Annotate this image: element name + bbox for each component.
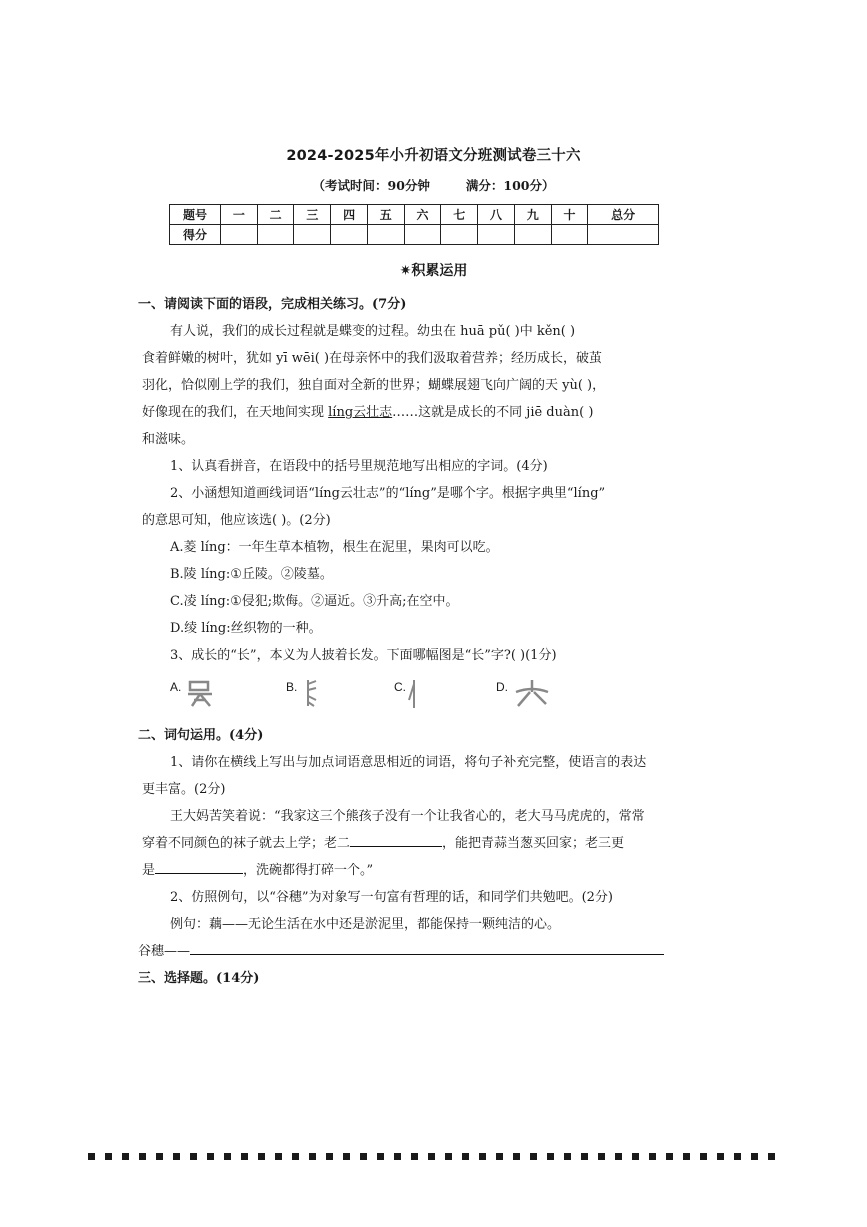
- score-table-col: 十: [551, 205, 588, 225]
- score-table-row-label: 得分: [170, 225, 221, 245]
- sub-question-2-cont: 的意思可知，他应该选( )。(2分): [142, 513, 331, 528]
- score-cell[interactable]: [331, 225, 368, 245]
- section-heading: ✷积累运用: [399, 263, 468, 279]
- passage-line: 食着鲜嫩的树叶，犹如 yī wēi( )在母亲怀中的我们汲取着营养；经历成长，破茧: [142, 351, 603, 366]
- option-b: B.陵 líng:①丘陵。②陵墓。: [170, 567, 333, 582]
- passage-line: 有人说，我们的成长过程就是蝶变的过程。幼虫在 huā pǔ( )中 kěn( ): [170, 324, 576, 339]
- option-a: A.菱 líng：一年生草本植物，根生在泥里，果肉可以吃。: [170, 540, 499, 555]
- score-table-col: 四: [331, 205, 368, 225]
- fill-blank-2[interactable]: [155, 861, 243, 874]
- passage-text: 好像现在的我们，在天地间实现: [142, 405, 329, 420]
- score-table-col: 一: [221, 205, 258, 225]
- score-table-col: 七: [441, 205, 478, 225]
- q2-example: 例句：藕——无论生活在水中还是淤泥里，都能保持一颗纯洁的心。: [170, 917, 561, 932]
- exam-title: 2024-2025年小升初语文分班测试卷三十六: [286, 148, 581, 164]
- score-cell[interactable]: [514, 225, 551, 245]
- passage-text: 是: [142, 863, 156, 878]
- passage-text: 穿着不同颜色的袜子就去上学；老二: [142, 836, 351, 851]
- exam-subtitle: [0, 176, 867, 194]
- question-3-heading: 三、选择题。(14分): [138, 971, 260, 986]
- passage-line: [142, 401, 682, 420]
- score-table-col: 三: [294, 205, 331, 225]
- q2-passage-line: 王大妈苦笑着说：“我家这三个熊孩子没有一个让我省心的，老大马马虎虎的，常常: [170, 809, 645, 824]
- question-2-heading: 二、词句运用。(4分): [138, 728, 264, 743]
- underlined-word: líng云壮志: [328, 405, 393, 420]
- page-edge-decoration: [88, 1152, 778, 1162]
- q2-passage-line: [142, 859, 682, 878]
- score-cell[interactable]: [588, 225, 659, 245]
- ancient-glyph-a-icon: [186, 678, 214, 708]
- sub-question-3: 3、成长的“长”，本义为人披着长发。下面哪幅图是“长”字?( )(1分): [170, 648, 557, 663]
- answer-prefix: 谷穗——: [138, 944, 191, 959]
- fill-blank-1[interactable]: [350, 834, 442, 847]
- score-cell[interactable]: [367, 225, 404, 245]
- exam-full-score: 满分：100分）: [465, 178, 555, 193]
- score-cell[interactable]: [551, 225, 588, 245]
- q2-sub-question-1-cont: 更丰富。(2分): [142, 782, 226, 797]
- image-choice-a-label: A.: [170, 680, 182, 694]
- option-d: D.绫 líng:丝织物的一种。: [170, 621, 322, 636]
- option-c: C.凌 líng:①侵犯;欺侮。②逼近。③升高;在空中。: [170, 594, 459, 609]
- ancient-glyph-b-icon: [300, 678, 322, 708]
- score-table-col: 九: [514, 205, 551, 225]
- score-table-col: 总分: [588, 205, 659, 225]
- passage-text: ，能把青蒜当葱买回家；老三更: [442, 836, 625, 851]
- score-cell[interactable]: [257, 225, 294, 245]
- score-cell[interactable]: [478, 225, 515, 245]
- ancient-glyph-c-icon: [406, 678, 422, 710]
- score-cell[interactable]: [441, 225, 478, 245]
- sub-question-2: 2、小涵想知道画线词语“líng云壮志”的“líng”是哪个字。根据字典里“líng”: [170, 486, 606, 501]
- image-choice-d-label: D.: [496, 680, 508, 694]
- sub-question-1: 1、认真看拼音，在语段中的括号里规范地写出相应的字词。(4分): [170, 459, 548, 474]
- ancient-glyph-d-icon: [512, 678, 552, 708]
- answer-blank[interactable]: [190, 942, 664, 955]
- score-table-col: 八: [478, 205, 515, 225]
- passage-line: 羽化，恰似刚上学的我们，独自面对全新的世界；蝴蝶展翅飞向广阔的天 yù( )，: [142, 378, 606, 393]
- score-table-col: 二: [257, 205, 294, 225]
- q2-passage-line: [142, 832, 682, 851]
- passage-text: ……这就是成长的不同 jiē duàn( ): [392, 405, 594, 420]
- score-table-col: 五: [367, 205, 404, 225]
- score-table: [169, 204, 659, 245]
- question-1-heading: 一、请阅读下面的语段，完成相关练习。(7分): [138, 297, 407, 312]
- score-cell[interactable]: [404, 225, 441, 245]
- score-table-row-label: 题号: [170, 205, 221, 225]
- passage-text: ，洗碗都得打碎一个。”: [243, 863, 374, 878]
- passage-line: 和滋味。: [142, 432, 195, 447]
- q2-sub-question-2: 2、仿照例句，以“谷穗”为对象写一句富有哲理的话，和同学们共勉吧。(2分): [170, 890, 613, 905]
- image-choice-b-label: B.: [286, 680, 298, 694]
- score-table-score-row: [170, 225, 659, 245]
- exam-time: （考试时间：90分钟: [312, 178, 430, 193]
- score-table-col: 六: [404, 205, 441, 225]
- score-table-header-row: [170, 205, 659, 225]
- score-cell[interactable]: [294, 225, 331, 245]
- image-choice-c-label: C.: [394, 680, 406, 694]
- score-cell[interactable]: [221, 225, 258, 245]
- q2-answer-line: [138, 940, 678, 959]
- q2-sub-question-1: 1、请你在横线上写出与加点词语意思相近的词语，将句子补充完整，使语言的表达: [170, 755, 647, 770]
